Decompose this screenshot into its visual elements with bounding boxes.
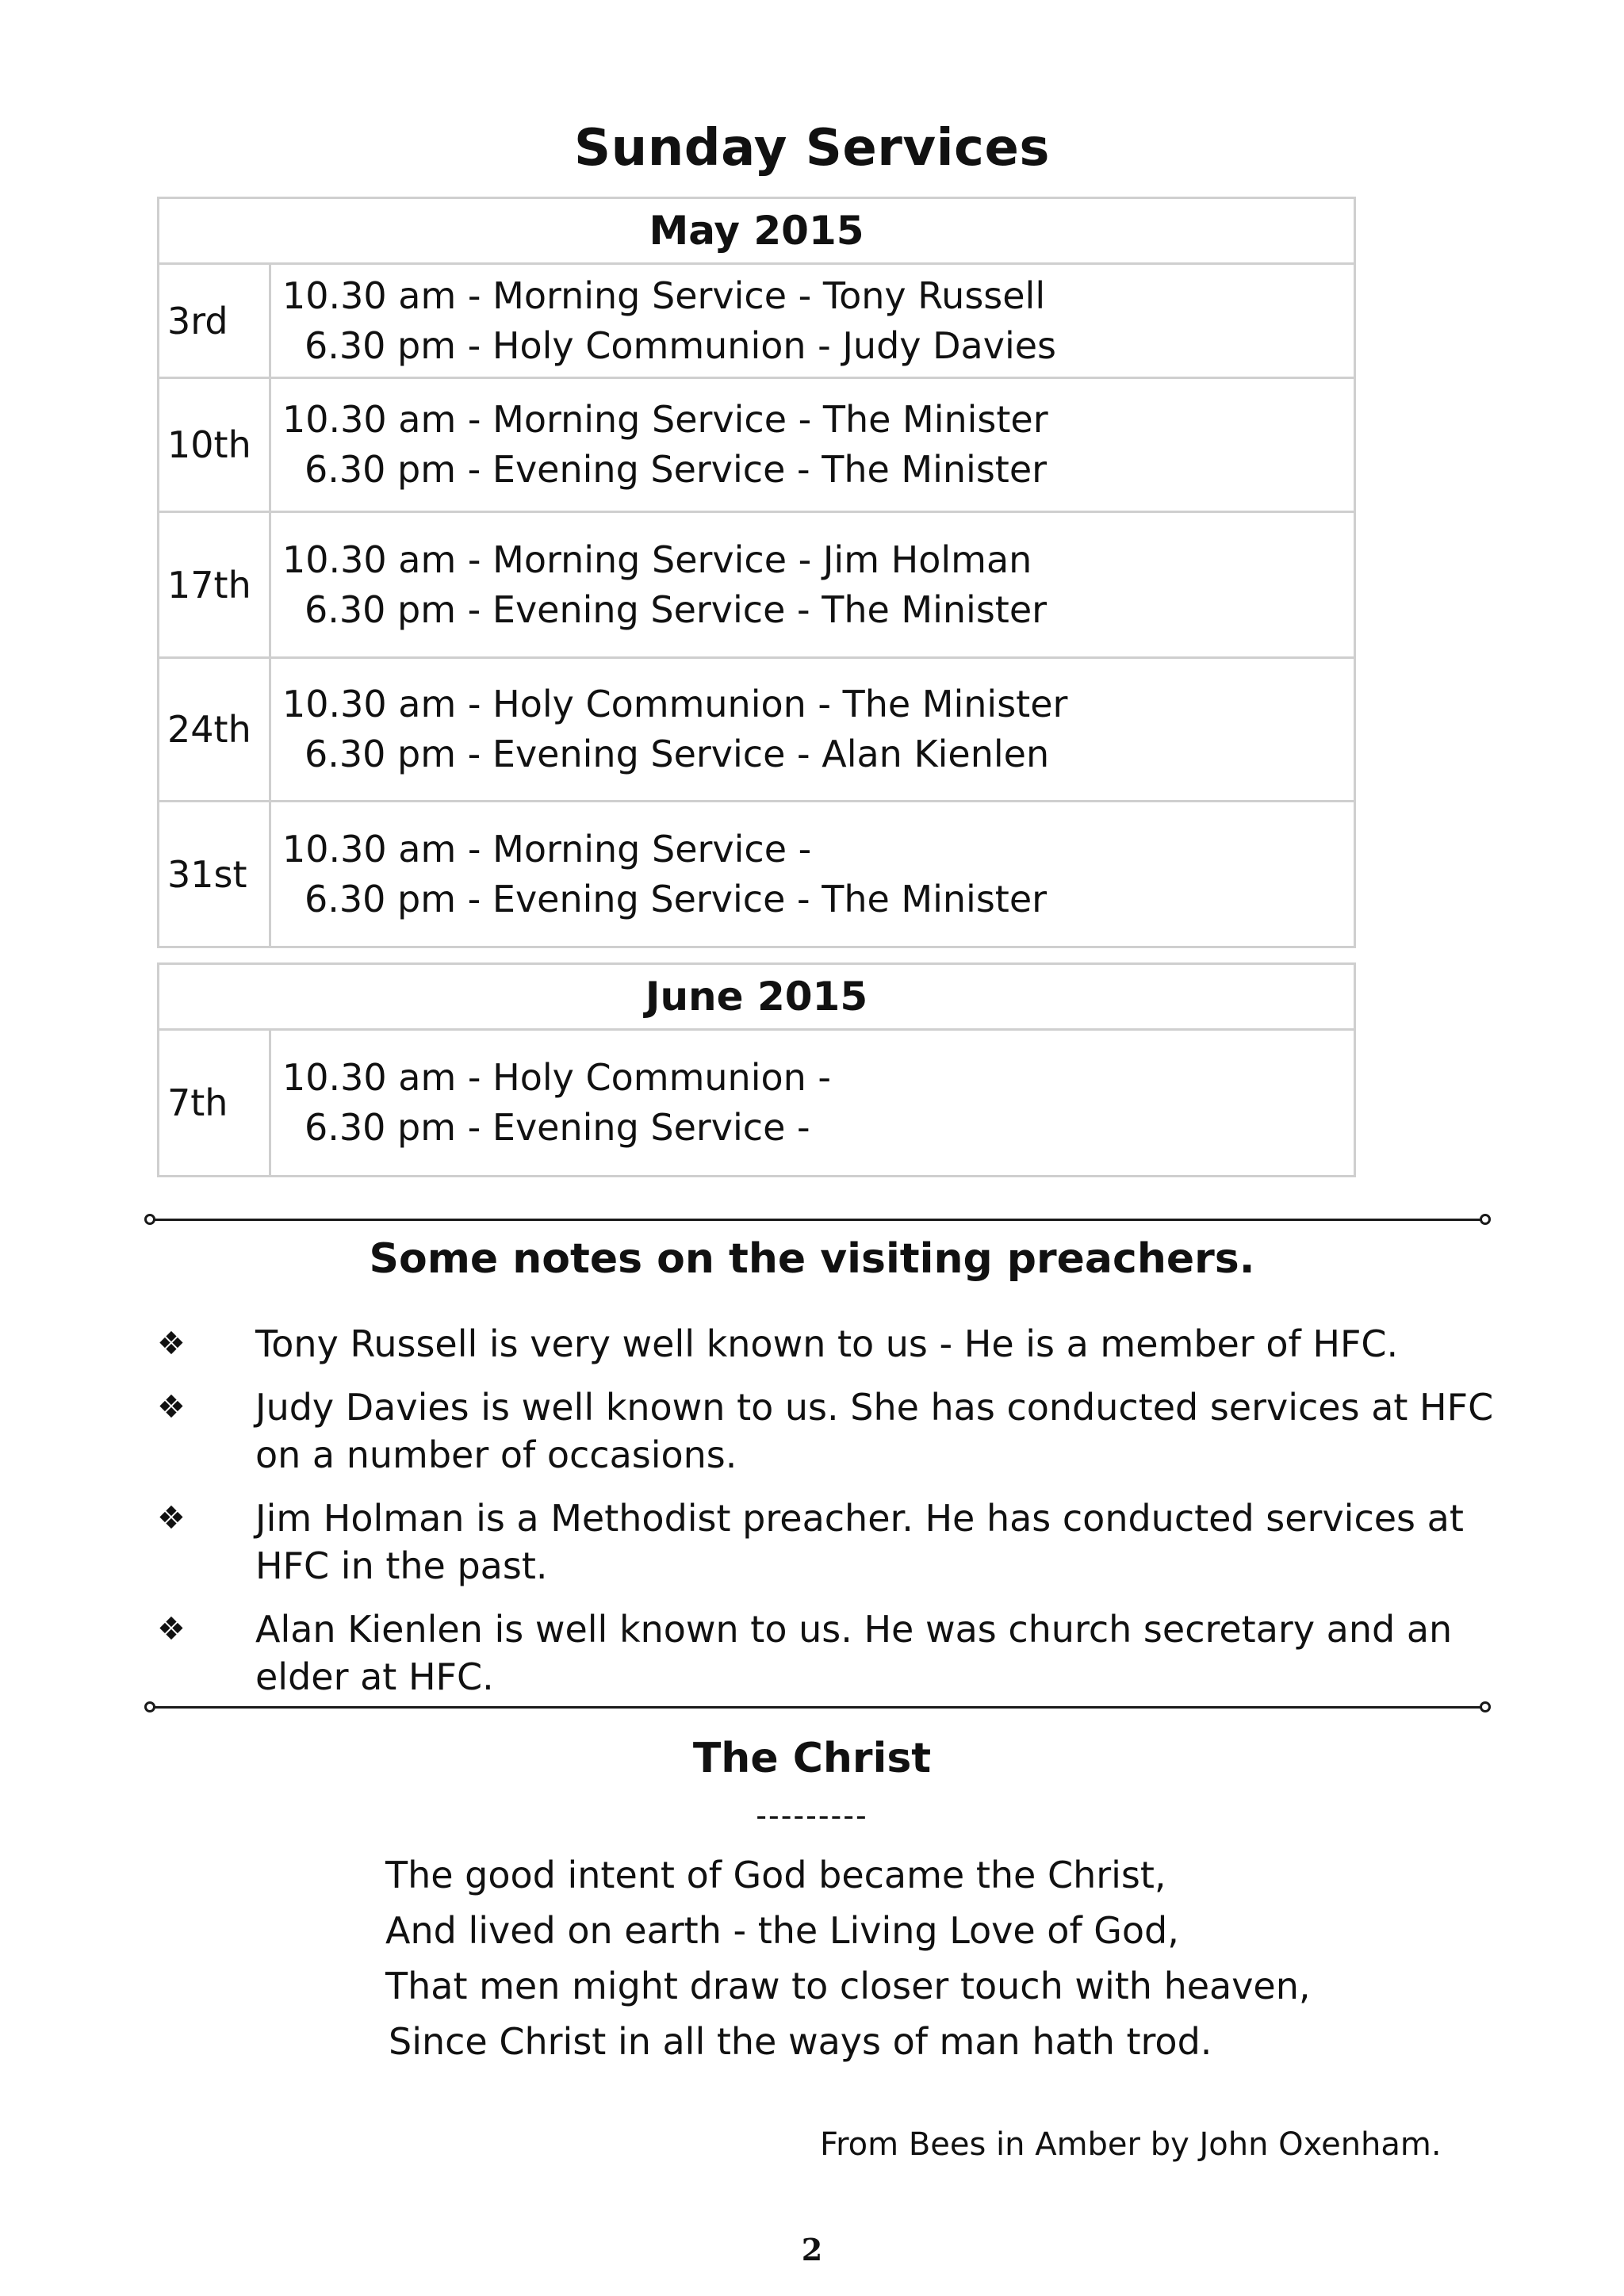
evening-service: 6.30 pm - Evening Service - The Minister bbox=[304, 587, 1048, 631]
service-date: 7th bbox=[159, 1031, 271, 1175]
evening-service: 6.30 pm - Holy Communion - Judy Davies bbox=[304, 323, 1057, 367]
service-date: 17th bbox=[159, 513, 271, 656]
note-text: Jim Holman is a Methodist preacher. He has conducted services at HFC in the past. bbox=[255, 1497, 1464, 1587]
service-details bbox=[271, 513, 1354, 656]
table-row bbox=[159, 802, 1354, 946]
poem-line: Since Christ in all the ways of man hath trod. bbox=[389, 2020, 1212, 2063]
table-row bbox=[159, 659, 1354, 802]
poem-line: The good intent of God became the Christ, bbox=[385, 1854, 1166, 1896]
june-schedule-table bbox=[157, 962, 1356, 1177]
note-text: Judy Davies is well known to us. She has conducted services at HFC on a number of occasions. bbox=[255, 1386, 1494, 1476]
list-item bbox=[157, 1383, 1505, 1479]
divider-line bbox=[151, 1706, 1484, 1709]
list-item bbox=[157, 1320, 1505, 1368]
morning-service: 10.30 am - Morning Service - bbox=[282, 827, 812, 871]
divider-end-circle bbox=[144, 1214, 155, 1225]
table-row bbox=[159, 265, 1354, 379]
preacher-notes-list bbox=[157, 1320, 1505, 1716]
divider-line bbox=[151, 1219, 1484, 1221]
service-details bbox=[271, 379, 1354, 511]
evening-service: 6.30 pm - Evening Service - Alan Kienlen bbox=[304, 733, 1050, 775]
poem-body bbox=[385, 1847, 1311, 2069]
morning-service: 10.30 am - Holy Communion - bbox=[282, 1056, 831, 1099]
month-heading: May 2015 bbox=[159, 199, 1354, 265]
page-number: 2 bbox=[801, 2232, 823, 2267]
evening-service: 6.30 pm - Evening Service - The Minister bbox=[304, 877, 1048, 920]
diamond-bullet-icon: ❖ bbox=[157, 1500, 186, 1536]
poem-line: That men might draw to closer touch with heaven, bbox=[385, 1965, 1311, 2007]
divider-end-circle bbox=[144, 1701, 155, 1712]
service-details bbox=[271, 659, 1354, 800]
morning-service: 10.30 am - Morning Service - Jim Holman bbox=[282, 538, 1032, 581]
may-schedule-table bbox=[157, 197, 1356, 948]
service-date: 10th bbox=[159, 379, 271, 511]
morning-service: 10.30 am - Holy Communion - The Minister bbox=[282, 683, 1068, 725]
service-date: 31st bbox=[159, 802, 271, 946]
notes-heading: Some notes on the visiting preachers. bbox=[369, 1235, 1255, 1283]
diamond-bullet-icon: ❖ bbox=[157, 1611, 186, 1647]
section-divider bbox=[144, 1701, 1491, 1713]
service-date: 24th bbox=[159, 659, 271, 800]
month-heading: June 2015 bbox=[159, 965, 1354, 1031]
table-row bbox=[159, 513, 1354, 659]
poem-attribution: From Bees in Amber by John Oxenham. bbox=[820, 2126, 1442, 2163]
service-date: 3rd bbox=[159, 265, 271, 377]
poem-title: The Christ bbox=[692, 1735, 932, 1782]
poem-title-rule: --------- bbox=[756, 1798, 868, 1833]
poem-line: And lived on earth - the Living Love of God, bbox=[385, 1909, 1179, 1952]
diamond-bullet-icon: ❖ bbox=[157, 1326, 186, 1362]
table-row bbox=[159, 379, 1354, 513]
evening-service: 6.30 pm - Evening Service - The Minister bbox=[304, 448, 1048, 491]
service-details bbox=[271, 1031, 1354, 1175]
section-divider bbox=[144, 1213, 1491, 1226]
list-item bbox=[157, 1494, 1505, 1590]
morning-service: 10.30 am - Morning Service - The Minister bbox=[282, 398, 1048, 441]
table-row bbox=[159, 1031, 1354, 1175]
service-details bbox=[271, 265, 1354, 377]
service-details bbox=[271, 802, 1354, 946]
evening-service: 6.30 pm - Evening Service - bbox=[304, 1106, 810, 1149]
morning-service: 10.30 am - Morning Service - Tony Russell bbox=[282, 274, 1046, 317]
note-text: Alan Kienlen is well known to us. He was church secretary and an elder at HFC. bbox=[255, 1608, 1453, 1698]
list-item bbox=[157, 1605, 1505, 1701]
divider-end-circle bbox=[1480, 1214, 1491, 1225]
note-text: Tony Russell is very well known to us - He is a member of HFC. bbox=[255, 1322, 1399, 1365]
page-title: Sunday Services bbox=[574, 119, 1050, 178]
divider-end-circle bbox=[1480, 1701, 1491, 1712]
diamond-bullet-icon: ❖ bbox=[157, 1389, 186, 1425]
